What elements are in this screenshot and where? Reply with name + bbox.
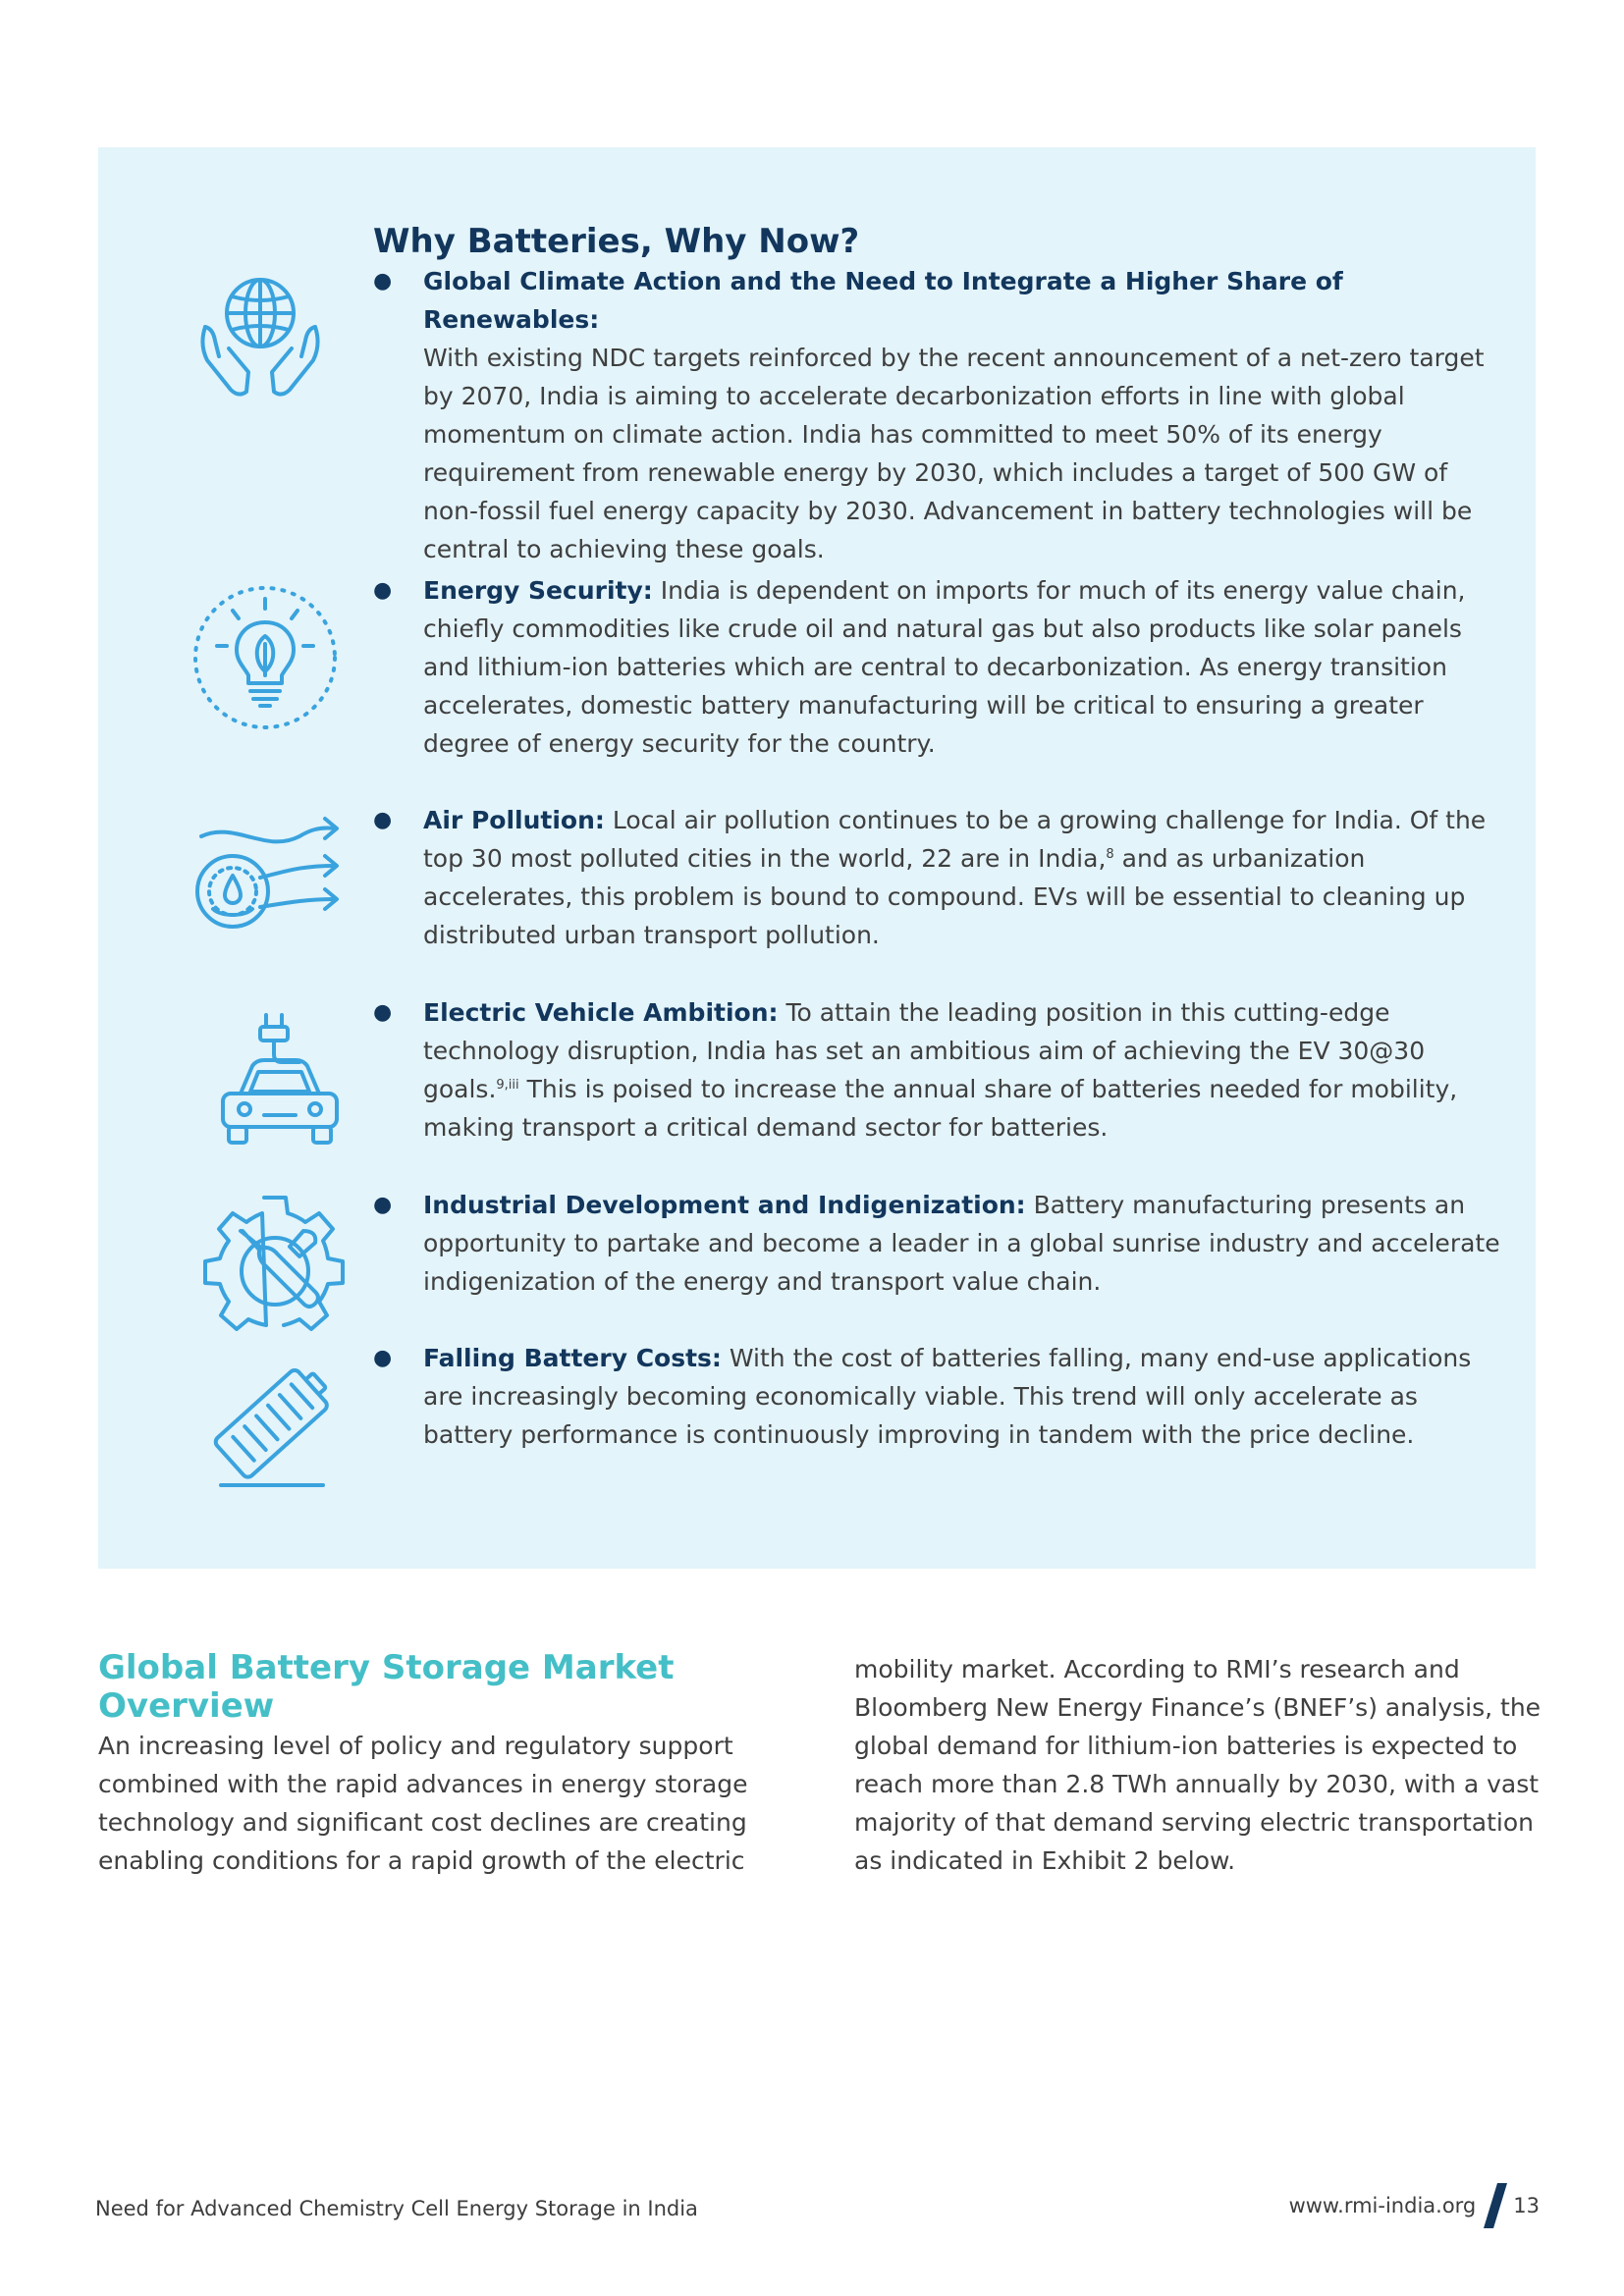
section-heading: Global Battery Storage Market Overview [98,1648,675,1726]
body-column-left: An increasing level of policy and regulatory support combined with the rapid advances in energy storage technology and significant cost declines are creating enabling conditions for a rapid growth of the electric [98,1732,748,1875]
bullet-text: With existing NDC targets reinforced by the recent announcement of a net-zero target by 2070, India is aiming to accelerate decarbonization efforts in line with global momentum on climate action. India has committed to meet 50% of its energy requirement from renewable energy by 2030, which includes a target of 500 GW of non-fossil fuel energy capacity by 2030. Advancement in battery technologies will be central to achieving these goals. [423,344,1485,563]
page-number: 13 [1513,2194,1540,2217]
bullet-paragraph [423,262,1502,568]
bullet-text: Local air pollution continues to be a growing challenge for India. Of the top 30 most polluted cities in the world, 22 are in India, [423,806,1487,873]
bullet-text: Battery manufacturing presents an opportunity to partake and become a leader in a global sunrise industry and accelerate indigenization of the energy and transport value chain. [423,1191,1500,1296]
air-pollution-icon [191,815,349,942]
bullet-item-air-pollution [373,801,1502,954]
bullet-dot: ● [373,269,393,294]
bullet-paragraph [423,993,1502,1147]
bullet-text: To attain the leading position in this cutting-edge technology disruption, India has set an ambitious aim of achieving the EV 30@30 goals. [423,998,1426,1103]
footnote-ref: 9,iii [496,1078,519,1093]
footer-document-title: Need for Advanced Chemistry Cell Energy Storage in India [95,2197,698,2220]
bullet-dot: ● [373,1346,393,1370]
footer-website-link[interactable]: www.rmi-india.org [1288,2194,1477,2217]
body-column-right: mobility market. According to RMI’s research and Bloomberg New Energy Finance’s (BNEF’s) analysis, the global demand for lithium-ion batteries is expected to reach more than 2.8 TWh annually by 2030, with a vast majority of that demand serving electric transportation as indicated in Exhibit 2 below. [854,1655,1542,1875]
gear-wrench-icon [201,1188,349,1335]
bullet-lead: Industrial Development and Indigenization: [423,1191,1026,1219]
bullet-paragraph [423,1186,1502,1301]
footnote-ref: 8 [1106,847,1114,862]
bullet-item-industrial-development [373,1186,1502,1301]
lightbulb-leaf-icon [191,581,339,734]
bullet-lead: Air Pollution: [423,806,605,834]
globe-in-hands-icon [191,270,329,407]
bullet-item-climate-action [373,262,1502,568]
bullet-lead: Energy Security: [423,576,653,605]
falling-battery-icon [201,1350,349,1497]
bullet-text-cont: This is poised to increase the annual share of batteries needed for mobility, making transport a critical demand sector for batteries. [423,1075,1458,1142]
callout-title: Why Batteries, Why Now? [373,222,860,261]
bullet-lead: Falling Battery Costs: [423,1344,722,1372]
bullet-item-ev-ambition [373,993,1502,1147]
slash-divider-icon [1484,2183,1507,2228]
bullet-paragraph [423,1339,1502,1454]
bullet-paragraph [423,571,1502,763]
bullet-item-falling-costs [373,1339,1502,1454]
bullet-text: India is dependent on imports for much of its energy value chain, chiefly commodities like crude oil and natural gas but also products like solar panels and lithium-ion batteries which are central to decarbonization. As energy transition accelerates, domestic battery manufacturing will be critical to ensuring a greater degree of energy security for the country. [423,576,1466,758]
bullet-text-cont: and as urbanization accelerates, this problem is bound to compound. EVs will be essential to cleaning up distributed urban transport pollution. [423,844,1466,949]
bullet-dot: ● [373,1000,393,1025]
electric-car-icon [211,1011,349,1158]
bullet-paragraph [423,801,1502,954]
bullet-dot: ● [373,1193,393,1217]
bullet-item-energy-security [373,571,1502,763]
bullet-lead: Global Climate Action and the Need to Integrate a Higher Share of Renewables: [423,267,1343,334]
bullet-dot: ● [373,578,393,603]
bullet-dot: ● [373,808,393,832]
bullet-lead: Electric Vehicle Ambition: [423,998,779,1027]
bullet-text: With the cost of batteries falling, many end-use applications are increasingly becoming economically viable. This trend will only accelerate as battery performance is continuously improving in tandem with the price decline. [423,1344,1472,1449]
footer-page-info [1289,2183,1540,2228]
